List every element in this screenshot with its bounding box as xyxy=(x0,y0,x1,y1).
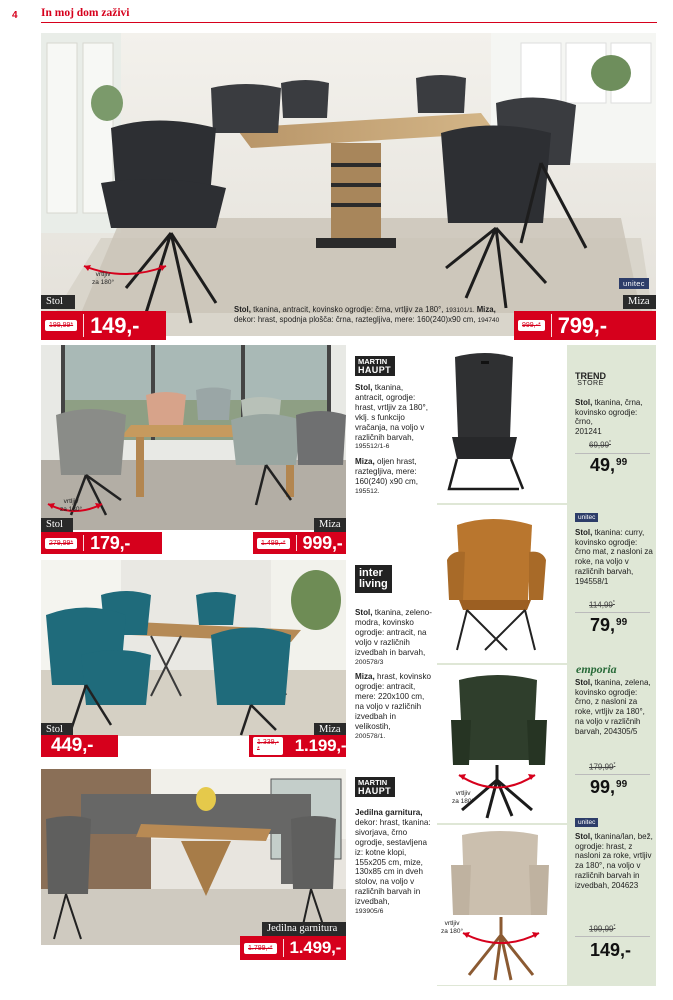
hero-photo xyxy=(41,33,656,336)
section2-description: Stol, tkanina, antracit, ogrodje: hrast, vrtljiv za 180°, vklj. s funkcijo vračanja, na voljo v različnih barvah, 195512/1-6 Miza, oljen hrast, raztegljiva, mere: 160(240) x90 cm, 195512. xyxy=(355,383,428,496)
section2-tag-miza: Miza xyxy=(314,518,346,532)
new-price: 179,- xyxy=(90,532,131,553)
section4-price xyxy=(240,936,346,960)
side3-description: Stol, tkanina, zelena, kovinsko ogrodje: črno, z nasloni za roke, vrtljiv za 180°, na voljo v različnih barvah, 204305/5 xyxy=(575,678,651,736)
page-number: 4 xyxy=(12,10,18,21)
side2-description: Stol, tkanina: curry, kovinsko ogrodje: črno mat, z nasloni za roke, na voljo v različnih barvah, 194558/1 xyxy=(575,528,653,586)
page-header xyxy=(0,0,673,22)
side1-description: Stol, tkanina, črna, kovinsko ogrodje: črno, 201241 xyxy=(575,398,643,437)
new-price: 149,- xyxy=(90,312,140,338)
section3-miza-price xyxy=(249,735,346,757)
side3-price: 99,99 xyxy=(590,777,628,797)
side4-old-price: 199,99* xyxy=(589,924,616,934)
hero-stol-price xyxy=(41,311,166,340)
section4-tag: Jedilna garnitura xyxy=(262,922,346,936)
new-price: 999,- xyxy=(302,532,343,553)
interliving-logo: inter living xyxy=(355,565,392,593)
hero-tag-miza: Miza xyxy=(623,295,656,309)
section4-photo xyxy=(41,769,346,945)
side1-image xyxy=(437,345,567,503)
side3-old-price: 179,99* xyxy=(589,762,616,772)
side2-image xyxy=(437,505,567,663)
emporia-logo: emporia xyxy=(576,662,617,676)
martin-haupt-logo: MARTIN HAUPT xyxy=(355,777,395,797)
new-price: 449,- xyxy=(51,735,94,756)
side2-price: 79,99 xyxy=(590,615,628,635)
side4-rotate-note: vrtljiv za 180° xyxy=(441,920,464,935)
trend-store-logo: TREND STORE xyxy=(575,371,606,387)
section3-description: Stol, tkanina, zeleno-modra, kovinsko ogrodje: antracit, na voljo v različnih izvedbah in barvah, 200578/3 Miza, hrast, kovinsko ogrodje: antracit, mere: 220x100 cm, na voljo v različnih izvedbah in velikostih, 200578/1. xyxy=(355,608,432,740)
section3-stol-price xyxy=(41,735,118,757)
side3-rotate-note: vrtljiv za 180° xyxy=(452,790,475,805)
page-title: In moj dom zaživi xyxy=(41,7,130,19)
section2-stol-price xyxy=(41,532,162,554)
hero-tag-stol: Stol xyxy=(41,295,75,309)
section2-tag-stol: Stol xyxy=(41,518,73,532)
new-price: 1.499,- xyxy=(289,938,342,957)
old-price: 1.799,-* xyxy=(244,943,277,954)
old-price: 199,99* xyxy=(45,320,77,331)
side1-price: 49,99 xyxy=(590,455,628,475)
section2-miza-price xyxy=(253,532,346,554)
side4-price: 149,- xyxy=(590,940,632,960)
old-price: 999,-* xyxy=(518,320,545,331)
side1-old-price: 69,99* xyxy=(589,440,611,450)
new-price: 799,- xyxy=(557,312,607,338)
side2-old-price: 114,99* xyxy=(589,600,615,610)
side4-image xyxy=(437,825,567,985)
old-price: 1.339,-* xyxy=(253,737,283,755)
unitec-logo: unitec xyxy=(619,278,649,289)
old-price: 1.499,-* xyxy=(257,538,290,549)
side4-description: Stol, tkanina/lan, bež, ogrodje: hrast, z nasloni za roke, vrtljiv za 180°, na voljo v različnih barvah in izvedbah, 204623 xyxy=(575,832,653,890)
hero-miza-price xyxy=(514,311,656,340)
section2-rotate-note: vrtljiv za 180° xyxy=(60,498,83,513)
martin-haupt-logo: MARTIN HAUPT xyxy=(355,356,395,376)
old-price: 279,99* xyxy=(45,538,77,549)
section3-photo xyxy=(41,560,346,736)
section4-description: Jedilna garnitura, dekor: hrast, tkanina: sivorjava, črno ogrodje, sestavljena iz: kotne klopi, 155x205 cm, mize, 130x85 cm in dveh stolov, na voljo v različnih barvah in izvedbah, 193905/6 xyxy=(355,808,431,916)
new-price: 1.199,- xyxy=(294,736,347,755)
hero-caption: Stol, tkanina, antracit, kovinsko ogrodje: črna, vrtljiv za 180°, 193101/1. Miza, dekor: hrast, spodnja plošča: črna, raztegljiva, mere: 160(240)x90 cm, 194740 xyxy=(234,305,500,325)
section3-tag-stol: Stol xyxy=(41,723,73,737)
header-divider xyxy=(41,22,657,23)
unitec-logo: unitec xyxy=(575,818,598,827)
section3-tag-miza: Miza xyxy=(314,723,346,737)
unitec-logo: unitec xyxy=(575,513,598,522)
hero-rotate-note: vrtljiv za 180° xyxy=(92,271,115,286)
